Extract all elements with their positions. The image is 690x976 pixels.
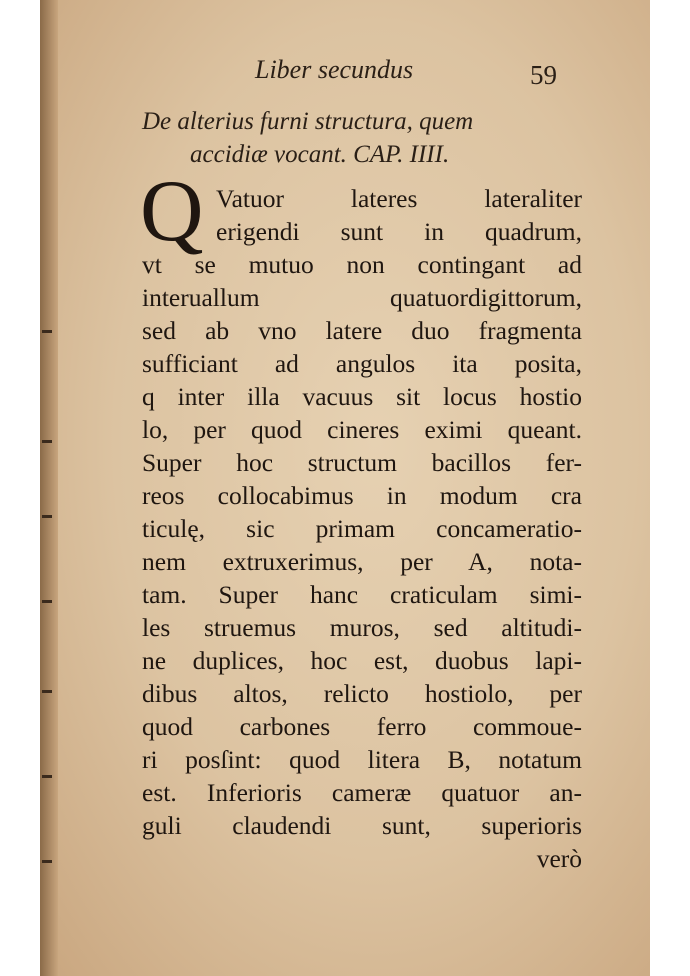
book-page	[40, 0, 650, 976]
text-line: guli claudendi sunt, superioris	[142, 811, 582, 840]
text-line: ticulę, sic primam concameratio-	[142, 514, 582, 543]
text-line: lo, per quod cineres eximi queant.	[142, 415, 582, 444]
binding-gutter	[40, 0, 58, 976]
page-number: 59	[530, 60, 557, 90]
gutter-mark	[42, 440, 52, 443]
running-head: Liber secundus	[255, 55, 414, 84]
text-line: reos collocabimus in modum cra	[142, 481, 582, 510]
chapter-title	[142, 105, 592, 171]
text-line: verò	[536, 844, 582, 873]
text-line: sufficiant ad angulos ita posita,	[142, 349, 582, 378]
text-line: tam. Super hanc craticulam simi-	[142, 580, 582, 609]
text-line: ri posſint: quod litera B, notatum	[142, 745, 582, 774]
gutter-mark	[42, 600, 52, 603]
text-line: ne duplices, hoc est, duobus lapi-	[142, 646, 582, 675]
text-line: dibus altos, relicto hostiolo, per	[142, 679, 582, 708]
text-line: Super hoc structum bacillos fer-	[142, 448, 582, 477]
gutter-mark	[42, 775, 52, 778]
text-line: Vatuor lateres lateraliter	[216, 184, 582, 213]
text-line: interuallum quatuordigittorum,	[142, 283, 582, 312]
gutter-mark	[42, 690, 52, 693]
text-line: q inter illa vacuus sit locus hostio	[142, 382, 582, 411]
text-line: erigendi sunt in quadrum,	[216, 217, 582, 246]
chapter-title-line-1: De alterius furni structura, quem	[142, 108, 474, 135]
drop-initial: Q	[140, 163, 204, 260]
text-line: est. Inferioris cameræ quatuor an-	[142, 778, 582, 807]
gutter-mark	[42, 515, 52, 518]
text-line: vt se mutuo non contingant ad	[142, 250, 582, 279]
text-line: sed ab vno latere duo fragmenta	[142, 316, 582, 345]
gutter-mark	[42, 860, 52, 863]
gutter-mark	[42, 330, 52, 333]
text-line: les struemus muros, sed altitudi-	[142, 613, 582, 642]
text-line: quod carbones ferro commoue-	[142, 712, 582, 741]
chapter-title-line-2: accidiæ vocant. CAP. IIII.	[190, 141, 450, 168]
text-line: nem extruxerimus, per A, nota-	[142, 547, 582, 576]
